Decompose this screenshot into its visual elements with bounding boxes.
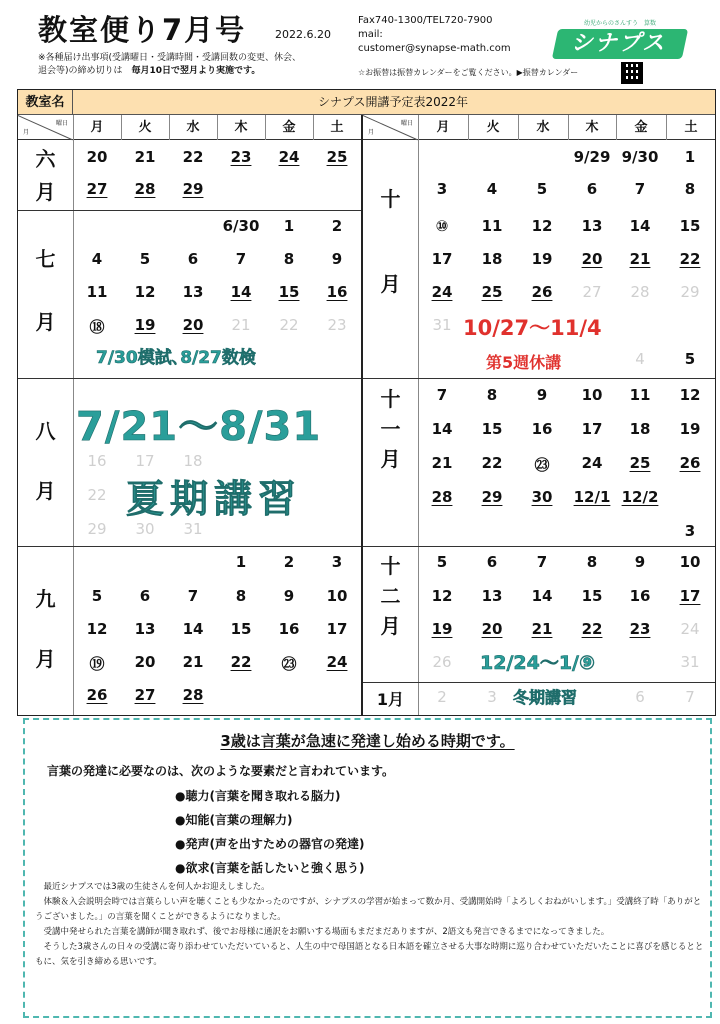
calendar-date: 6/30 — [222, 217, 260, 235]
summer-dates: 7/21～8/31 — [76, 404, 322, 450]
calendar-date: 6 — [187, 250, 199, 268]
calendar-date: 7 — [634, 180, 646, 198]
calendar-date: 29 — [481, 488, 503, 506]
calendar-date: 26 — [531, 283, 553, 301]
calendar-date: 9 — [634, 553, 646, 571]
calendar-date: 23 — [230, 148, 252, 166]
calendar-date: 9 — [536, 386, 548, 404]
calendar-date: 2 — [437, 688, 447, 706]
issue-date: 2022.6.20 — [275, 28, 331, 41]
calendar-date: 29 — [87, 520, 107, 538]
list-item: ●発声(声を出すための器官の発達) — [175, 837, 365, 851]
month-label-dec-1: 十 — [380, 554, 401, 578]
calendar-date: 27 — [86, 180, 108, 198]
calendar-date: 21 — [629, 250, 651, 268]
calendar-date: 21 — [134, 148, 156, 166]
dow-thu: 木 — [585, 120, 599, 135]
calendar-date: 23 — [327, 316, 347, 334]
calendar-date: 9 — [331, 250, 343, 268]
week5-closed: 第5週休講 — [486, 353, 562, 372]
dow-mon: 月 — [436, 120, 450, 135]
calendar-date: 15 — [679, 217, 701, 235]
synapse-logo — [555, 18, 685, 62]
month-label-oct-1: 十 — [380, 187, 401, 211]
month-day-corner-right — [363, 115, 418, 140]
calendar-date: 31 — [432, 316, 452, 334]
calendar-date: 22 — [581, 620, 603, 638]
calendar-date: 17 — [431, 250, 453, 268]
calendar-date: 8 — [283, 250, 295, 268]
calendar-date: 3 — [684, 522, 696, 540]
calendar-date: 12 — [531, 217, 553, 235]
article-title-text: 3歳は言葉が急速に発達し始める時期です。 — [220, 732, 515, 750]
article-lead: 言葉の発達に必要なのは、次のような要素だと言われています。 — [47, 764, 395, 778]
calendar-date: 4 — [486, 180, 498, 198]
grid-line — [616, 115, 617, 140]
article-title — [25, 730, 710, 751]
calendar-date: 13 — [182, 283, 204, 301]
calendar-date: 5 — [684, 350, 696, 368]
calendar-date: 8 — [235, 587, 247, 605]
calendar-date: 17 — [679, 587, 701, 605]
logo-text: シナプス — [552, 29, 688, 59]
calendar-date: 10 — [679, 553, 701, 571]
calendar-date: 19 — [679, 420, 701, 438]
month-label-dec-3: 月 — [380, 614, 401, 638]
calendar-date: 16 — [326, 283, 348, 301]
calendar-date: ㉓ — [281, 655, 297, 673]
calendar-date: 17 — [326, 620, 348, 638]
calendar-date: 9 — [283, 587, 295, 605]
grid-line — [265, 115, 266, 140]
qr-code-icon[interactable] — [621, 62, 643, 84]
calendar-date: ⑩ — [435, 217, 449, 235]
calendar-date: 10 — [326, 587, 348, 605]
calendar-date: 10 — [581, 386, 603, 404]
calendar-date: 5 — [536, 180, 548, 198]
block-separator — [363, 378, 715, 379]
calendar-date: 21 — [231, 316, 251, 334]
dow-wed: 水 — [186, 120, 200, 135]
calendar-date: 12 — [679, 386, 701, 404]
dow-tue: 火 — [486, 120, 500, 135]
month-label-nov-3: 月 — [380, 447, 401, 471]
corner-month-label: 月 — [23, 129, 30, 136]
block-separator — [18, 546, 361, 547]
month-label-june-1: 六 — [35, 147, 56, 171]
calendar-date: 20 — [134, 653, 156, 671]
calendar-date: 15 — [481, 420, 503, 438]
article-box — [23, 718, 712, 1018]
month-label-aug-2: 月 — [35, 479, 56, 503]
calendar-date: 14 — [230, 283, 252, 301]
list-item: ●欲求(言葉を話したいと強く思う) — [175, 861, 365, 875]
winter-label: 冬期講習 — [513, 688, 578, 707]
article-body — [35, 880, 705, 970]
corner-month-label: 月 — [368, 129, 375, 136]
calendar-date: 1 — [684, 148, 696, 166]
calendar-date: 8 — [586, 553, 598, 571]
calendar-date: 3 — [331, 553, 343, 571]
calendar-date: 25 — [326, 148, 348, 166]
calendar-date: 17 — [135, 452, 155, 470]
dow-thu: 木 — [234, 120, 248, 135]
calendar-date: 22 — [182, 148, 204, 166]
calendar-date: ⑱ — [89, 318, 105, 336]
calendar-date: 19 — [134, 316, 156, 334]
calendar-date: 15 — [278, 283, 300, 301]
calendar-date: 29 — [182, 180, 204, 198]
grid-line — [217, 115, 218, 140]
july-note: 7/30模試､8/27数検 — [96, 348, 256, 368]
calendar-date: 12 — [431, 587, 453, 605]
contact-mail-label: mail: — [358, 29, 383, 40]
page-title: 教室便り7月号 — [38, 13, 247, 47]
grid-line — [666, 115, 667, 140]
calendar-date: 12 — [86, 620, 108, 638]
calendar-date: 28 — [630, 283, 650, 301]
calendar-date: ⑲ — [89, 655, 105, 673]
calendar-date: 14 — [182, 620, 204, 638]
calendar-date: 25 — [629, 454, 651, 472]
calendar-date: 8 — [684, 180, 696, 198]
month-label-dec-2: 二 — [380, 584, 401, 608]
block-separator — [363, 546, 715, 547]
dow-sat: 土 — [684, 120, 698, 135]
calendar-date: 14 — [431, 420, 453, 438]
month-label-sep-1: 九 — [35, 587, 56, 611]
dow-fri: 金 — [634, 120, 648, 135]
schedule-calendar — [17, 89, 716, 716]
calendar-date: 27 — [582, 283, 602, 301]
calendar-date: 6 — [486, 553, 498, 571]
calendar-date: 11 — [629, 386, 651, 404]
calendar-date: 19 — [531, 250, 553, 268]
calendar-date: 6 — [586, 180, 598, 198]
corner-day-label: 曜日 — [400, 120, 413, 127]
calendar-date: 12/2 — [621, 488, 659, 506]
paragraph: そうした3歳さんの日々の受講に寄り添わせていただいていると、人生の中で母国語となる日本語を確立させる大事な時期に巡り合わせていただいたことに喜びを感じるとともに、気を引き締める思いです。 — [35, 942, 704, 967]
deadline-line-1: ※各種届け出事項(受講曜日・受講時間・受講回数の変更、休会、 — [38, 53, 302, 63]
calendar-date: 28 — [182, 686, 204, 704]
calendar-date: 7 — [536, 553, 548, 571]
calendar-date: 24 — [278, 148, 300, 166]
calendar-date: 14 — [531, 587, 553, 605]
calendar-date: 16 — [629, 587, 651, 605]
calendar-date: 7 — [187, 587, 199, 605]
grid-line — [468, 115, 469, 140]
grid-line — [313, 115, 314, 140]
calendar-date: 20 — [481, 620, 503, 638]
calendar-title: シナプス開講予定表2022年 — [317, 95, 469, 109]
calendar-date: 13 — [481, 587, 503, 605]
transfer-note[interactable]: ☆お振替は振替カレンダーをご覧ください。▶振替カレンダー — [358, 68, 579, 77]
calendar-date: 26 — [679, 454, 701, 472]
grid-line — [568, 115, 569, 140]
calendar-date: 19 — [431, 620, 453, 638]
calendar-date: 5 — [139, 250, 151, 268]
calendar-title-row — [18, 90, 715, 115]
month-label-july-2: 月 — [35, 310, 56, 334]
calendar-date: 20 — [86, 148, 108, 166]
paragraph: 体験＆入会説明会時では言葉らしい声を聴くことも少なかったのですが、シナプスの学習が始まって数か月、受講開始時「よろしくおねがいします。」受講終了時「ありがとうございました。」の言葉を聞くことができるようになりました。 — [35, 897, 702, 922]
calendar-date: 26 — [432, 653, 452, 671]
calendar-date: 11 — [481, 217, 503, 235]
calendar-date: 4 — [635, 350, 645, 368]
deadline-line-2 — [38, 65, 338, 78]
dow-wed: 水 — [536, 120, 550, 135]
deadline-line-2a: 退会等)の締め切りは — [38, 66, 132, 76]
calendar-date: 18 — [629, 420, 651, 438]
calendar-date: 3 — [436, 180, 448, 198]
winter-dates: 12/24～1/⑨ — [480, 652, 596, 674]
logo-tagline: 幼児からのさんすう 算数 — [555, 18, 685, 27]
calendar-date: 24 — [680, 620, 700, 638]
month-label-aug-1: 八 — [35, 419, 56, 443]
calendar-date: 12 — [134, 283, 156, 301]
deadline-notice — [38, 52, 338, 78]
contact-mail[interactable]: customer@synapse-math.com — [358, 43, 511, 54]
calendar-date: ㉓ — [534, 456, 550, 474]
calendar-date: 2 — [283, 553, 295, 571]
calendar-date: 20 — [182, 316, 204, 334]
month-label-nov-1: 十 — [380, 387, 401, 411]
calendar-date: 6 — [139, 587, 151, 605]
calendar-date: 1 — [283, 217, 295, 235]
dow-fri: 金 — [282, 120, 296, 135]
block-separator — [18, 210, 361, 211]
dow-mon: 月 — [90, 120, 104, 135]
calendar-date: 9/29 — [573, 148, 611, 166]
calendar-date: 17 — [581, 420, 603, 438]
calendar-date: 20 — [581, 250, 603, 268]
calendar-date: 21 — [182, 653, 204, 671]
calendar-date: 31 — [183, 520, 203, 538]
calendar-date: 22 — [481, 454, 503, 472]
month-label-sep-2: 月 — [35, 647, 56, 671]
calendar-date: 23 — [629, 620, 651, 638]
calendar-date: 5 — [91, 587, 103, 605]
calendar-date: 16 — [278, 620, 300, 638]
corner-day-label: 曜日 — [55, 120, 68, 127]
calendar-date: 24 — [326, 653, 348, 671]
month-label-oct-2: 月 — [380, 272, 401, 296]
calendar-date: 30 — [531, 488, 553, 506]
calendar-date: 6 — [635, 688, 645, 706]
calendar-date: 21 — [531, 620, 553, 638]
list-item: ●聴力(言葉を聞き取れる脳力) — [175, 789, 341, 803]
summer-label: 夏期講習 — [126, 477, 303, 521]
calendar-date: 15 — [581, 587, 603, 605]
month-day-corner-left — [18, 115, 73, 140]
deadline-emphasis: 毎月10日で翌月より実施です。 — [131, 66, 261, 76]
calendar-date: 16 — [531, 420, 553, 438]
month-label-july-1: 七 — [35, 247, 56, 271]
calendar-date: 28 — [134, 180, 156, 198]
block-separator — [18, 378, 361, 379]
grid-line — [518, 115, 519, 140]
contact-info — [358, 14, 511, 56]
calendar-date: 8 — [486, 386, 498, 404]
calendar-date: 11 — [86, 283, 108, 301]
calendar-date: 31 — [680, 653, 700, 671]
calendar-date: 13 — [581, 217, 603, 235]
calendar-date: 18 — [481, 250, 503, 268]
grid-line — [169, 115, 170, 140]
calendar-date: 1 — [235, 553, 247, 571]
calendar-date: 3 — [487, 688, 497, 706]
calendar-date: 13 — [134, 620, 156, 638]
page-header — [0, 0, 720, 86]
calendar-date: 16 — [87, 452, 107, 470]
month-label-june-2: 月 — [35, 180, 56, 204]
element-list — [175, 784, 364, 880]
calendar-date: 15 — [230, 620, 252, 638]
calendar-date: 21 — [431, 454, 453, 472]
calendar-date: 18 — [183, 452, 203, 470]
calendar-date: 22 — [279, 316, 299, 334]
month-label-jan: 1月 — [376, 690, 405, 709]
calendar-date: 25 — [481, 283, 503, 301]
calendar-date: 9/30 — [621, 148, 659, 166]
calendar-date: 29 — [680, 283, 700, 301]
calendar-date: 12/1 — [573, 488, 611, 506]
calendar-date: 5 — [436, 553, 448, 571]
grid-line — [121, 115, 122, 140]
calendar-date: 22 — [87, 486, 107, 504]
paragraph: 最近シナプスでは3歳の生徒さんを何人かお迎えしました。 — [43, 882, 270, 892]
calendar-date: 7 — [685, 688, 695, 706]
calendar-date: 24 — [581, 454, 603, 472]
paragraph: 受講中発せられた言葉を講師が聞き取れず、後でお母様に通訳をお願いする場面もまだまだありますが、2語文も発言できるまでになってきました。 — [43, 927, 610, 937]
calendar-date: 2 — [331, 217, 343, 235]
calendar-date: 7 — [436, 386, 448, 404]
month-label-nov-2: 一 — [380, 417, 401, 441]
calendar-date: 7 — [235, 250, 247, 268]
calendar-date: 14 — [629, 217, 651, 235]
calendar-date: 30 — [135, 520, 155, 538]
calendar-date: 26 — [86, 686, 108, 704]
room-label: 教室名 — [18, 90, 73, 115]
contact-phone: Fax740-1300/TEL720-7900 — [358, 15, 493, 26]
block-separator — [363, 682, 715, 683]
calendar-date: 4 — [91, 250, 103, 268]
calendar-date: 22 — [679, 250, 701, 268]
calendar-date: 22 — [230, 653, 252, 671]
calendar-date: 28 — [431, 488, 453, 506]
calendar-date: 24 — [431, 283, 453, 301]
october-break: 10/27～11/4 — [463, 316, 602, 340]
list-item: ●知能(言葉の理解力) — [175, 813, 293, 827]
calendar-date: 27 — [134, 686, 156, 704]
dow-sat: 土 — [330, 120, 344, 135]
dow-tue: 火 — [138, 120, 152, 135]
